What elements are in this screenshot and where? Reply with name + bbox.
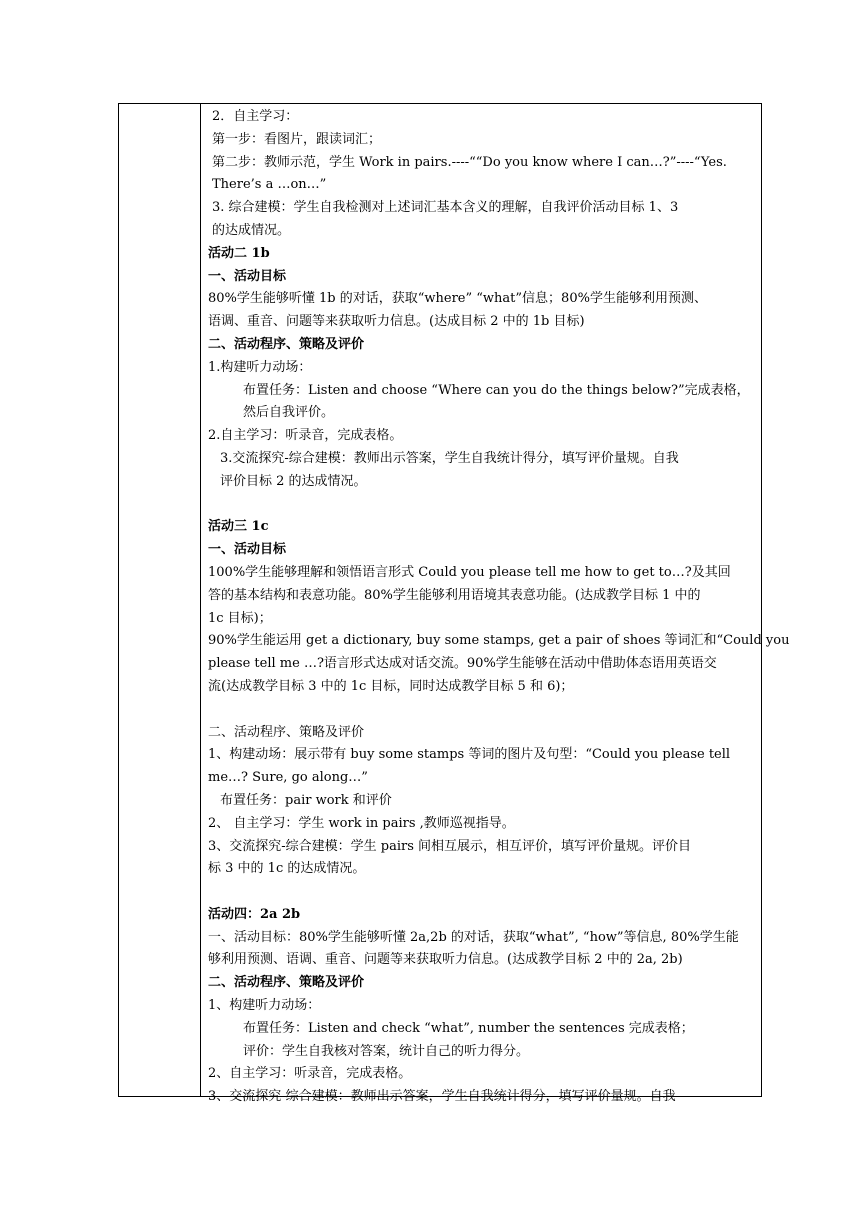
text-line: 活动四：2a 2b [208,906,301,922]
text-line: 一、活动目标：80%学生能够听懂 2a,2b 的对话，获取“what”, “how”等信息, 80%学生能 [208,929,739,945]
text-line: 1、构建动场：展示带有 buy some stamps 等词的图片及句型：“Could you please tell [208,747,731,763]
text-line: 90%学生能运用 get a dictionary, buy some stamps, get a pair of shoes 等词汇和“Could you [208,633,790,649]
text-line: 一、活动目标 [208,268,287,284]
blank-line [208,494,756,517]
text-line: 3、交流探究-综合建模：教师出示答案，学生自我统计得分，填写评价量规。自我 [208,1089,676,1105]
text-line: 的达成情况。 [212,222,291,238]
text-line: 然后自我评价。 [243,405,335,421]
text-line: 2.自主学习：听录音，完成表格。 [208,428,403,444]
text-line: 80%学生能够听懂 1b 的对话，获取“where” “what”信息；80%学生能够利用预测、 [208,291,707,307]
text-line: 布置任务：Listen and check “what”, number the sentences 完成表格； [243,1020,694,1036]
column-divider [200,104,201,1096]
blank-line [208,881,756,904]
text-line: 2、 自主学习：学生 work in pairs ,教师巡视指导。 [208,815,515,831]
text-line: 第二步：教师示范，学生 Work in pairs.----““Do you know where I can…?”----“Yes. [212,154,727,170]
text-line: 标 3 中的 1c 的达成情况。 [208,861,366,877]
text-line: 语调、重音、问题等来获取听力信息。(达成目标 2 中的 1b 目标) [208,314,585,330]
text-line: 活动二 1b [208,245,270,261]
text-line: 答的基本结构和表意功能。80%学生能够利用语境其表意功能。(达成教学目标 1 中的 [208,587,701,603]
text-line: 二、活动程序、策略及评价 [208,975,365,991]
text-line: 1.构建听力动场： [208,359,312,375]
text-line: 活动三 1c [208,519,269,535]
blank-line [208,699,756,722]
text-line: 二、活动程序、策略及评价 [208,336,365,352]
text-line: 100%学生能够理解和领悟语言形式 Could you please tell me how to get to…?及其回 [208,564,731,580]
text-line: me…? Sure, go along…” [208,770,368,786]
text-line: 3.交流探究-综合建模：教师出示答案，学生自我统计得分，填写评价量规。自我 [220,450,679,466]
text-line: 第一步：看图片，跟读词汇； [212,131,382,147]
text-line: 2．自主学习： [212,109,299,124]
text-line: 1、构建听力动场： [208,998,321,1014]
text-line: 二、活动程序、策略及评价 [208,724,365,740]
activity-content-cell [208,106,790,1105]
text-line: please tell me …?语言形式达成对话交流。90%学生能够在活动中借助体态语用英语交 [208,656,717,672]
text-line: 评价目标 2 的达成情况。 [220,473,367,489]
text-line: 流(达成教学目标 3 中的 1c 目标，同时达成教学目标 5 和 6)； [208,678,574,694]
text-line: 3、交流探究-综合建模：学生 pairs 间相互展示，相互评价，填写评价量规。评价目 [208,838,692,854]
text-line: 布置任务：pair work 和评价 [220,792,392,808]
text-line: 2、自主学习：听录音，完成表格。 [208,1066,412,1082]
lesson-plan-table [118,103,790,1105]
text-line: There’s a …on…” [212,177,327,193]
text-line: 1c 目标)； [208,610,272,626]
text-line: 一、活动目标 [208,542,287,558]
text-line: 评价：学生自我核对答案，统计自己的听力得分。 [243,1043,530,1059]
text-line: 布置任务：Listen and choose “Where can you do the things below?”完成表格， [243,382,750,398]
text-line: 够利用预测、语调、重音、问题等来获取听力信息。(达成教学目标 2 中的 2a, 2b) [208,952,683,968]
text-line: 3. 综合建模：学生自我检测对上述词汇基本含义的理解，自我评价活动目标 1、3 [212,200,679,216]
